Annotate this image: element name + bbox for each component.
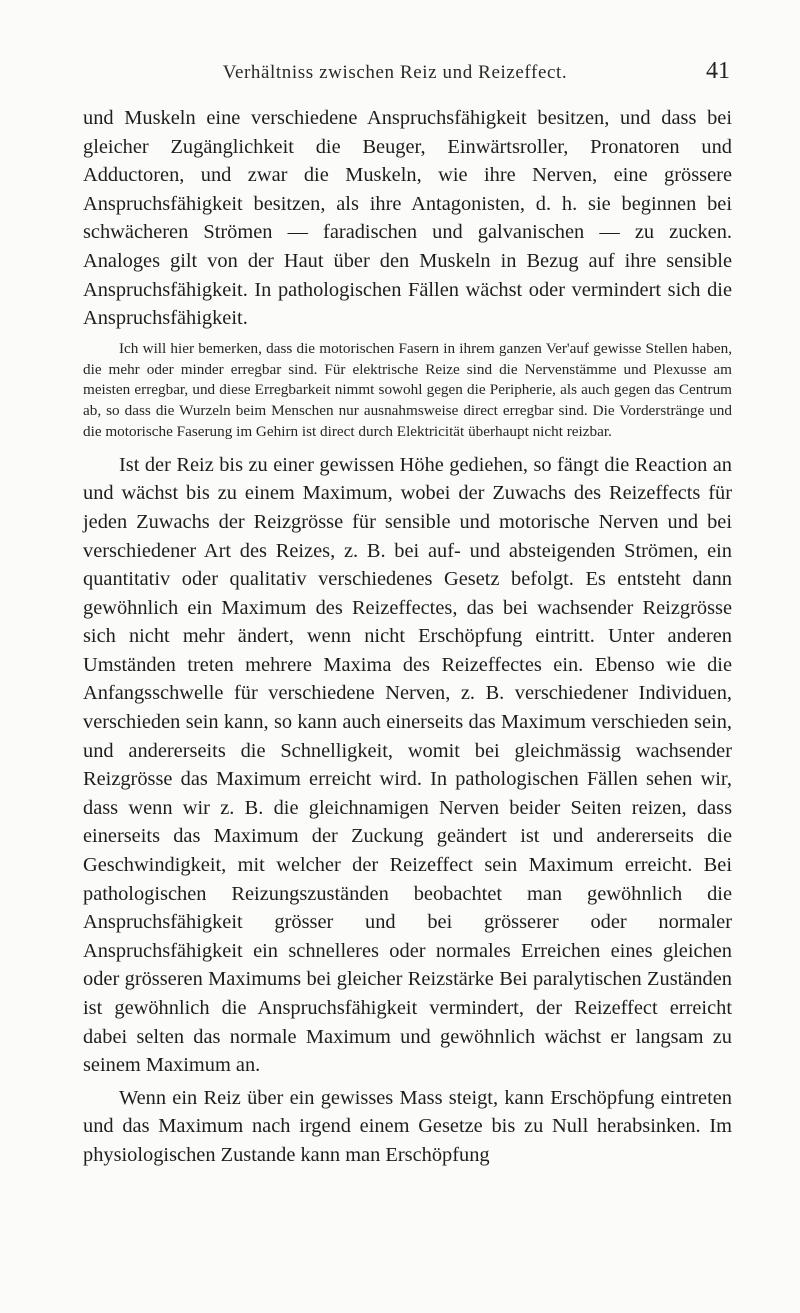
note-paragraph-erregbarkeit: Ich will hier bemerken, dass die motorischen Fasern in ihrem ganzen Ver'auf gewisse Stellen haben, die mehr oder minder erregbar sind. Für elektrische Reize sind die Nervenstämme und Plexusse am meisten erregbar, und diese Erregbarkeit nimmt sowohl gegen die Peripherie, als auch gegen das Centrum ab, so dass die Wurzeln beim Menschen nur ausnahmsweise direct erregbar sind. Die Vorderstränge und die motorische Faserung im Gehirn ist direct durch Elektricität überhaupt nicht reizbar. bbox=[83, 339, 732, 440]
paragraph-reizeffect-maximum: Ist der Reiz bis zu einer gewissen Höhe gediehen, so fängt die Reaction an und wächst bis zu einem Maximum, wobei der Zuwachs des Reizeffects für jeden Zuwachs der Reizgrösse für sensible und motorische Nerven und bei verschiedener Art des Reizes, z. B. bei auf- und absteigenden Strömen, ein quantitativ oder qualitativ verschiedenes Gesetz befolgt. Es entsteht dann gewöhnlich ein Maximum des Reizeffectes, das bei wachsender Reizgrösse sich nicht mehr ändert, wenn nicht Erschöpfung eintritt. Unter anderen Umständen treten mehrere Maxima des Reizeffectes ein. Ebenso wie die Anfangsschwelle für verschiedene Nerven, z. B. verschiedener Individuen, verschieden sein kann, so kann auch einerseits das Maximum verschieden sein, und andererseits die Schnelligkeit, womit bei gleichmässig wachsender Reizgrösse das Maximum erreicht wird. In pathologischen Fällen sehen wir, dass wenn wir z. B. die gleichnamigen Nerven beider Seiten reizen, dass einerseits das Maximum der Zuckung geändert ist und andererseits die Geschwindigkeit, mit welcher der Reizeffect sein Maximum erreicht. Bei pathologischen Reizungszuständen beobachtet man gewöhnlich die Anspruchsfähigkeit grösser und bei grösserer oder normaler Anspruchsfähigkeit ein schnelleres oder normales Erreichen eines gleichen oder grösseren Maximums bei gleicher Reizstärke Bei paralytischen Zuständen ist gewöhnlich die Anspruchsfähigkeit vermindert, der Reizeffect erreicht dabei selten das normale Maximum und gewöhnlich wächst er langsam zu seinem Maximum an. bbox=[83, 453, 732, 1077]
paragraph-erschoepfung: Wenn ein Reiz über ein gewisses Mass steigt, kann Erschöpfung eintreten und das Maximum nach irgend einem Gesetze bis zu Null herabsinken. Im physiologischen Zustande kann man Erschöpfung bbox=[83, 1086, 732, 1166]
page-header bbox=[90, 58, 730, 88]
page-body bbox=[83, 104, 732, 1170]
running-head: Verhältniss zwischen Reiz und Reizeffect. bbox=[222, 62, 568, 83]
page-number: 41 bbox=[706, 58, 730, 84]
paragraph-anspruchsfaehigkeit: und Muskeln eine verschiedene Anspruchsfähigkeit besitzen, und dass bei gleicher Zugänglichkeit die Beuger, Einwärtsroller, Pronatoren und Adductoren, und zwar die Muskeln, wie ihre Nerven, eine grössere Anspruchsfähigkeit besitzen, als ihre Antagonisten, d. h. sie beginnen bei schwächeren Strömen — faradischen und galvanischen — zu zucken. Analoges gilt von der Haut über den Muskeln in Bezug auf ihre sensible Anspruchsfähigkeit. In pathologischen Fällen wächst oder vermindert sich die Anspruchsfähigkeit. bbox=[83, 107, 732, 330]
